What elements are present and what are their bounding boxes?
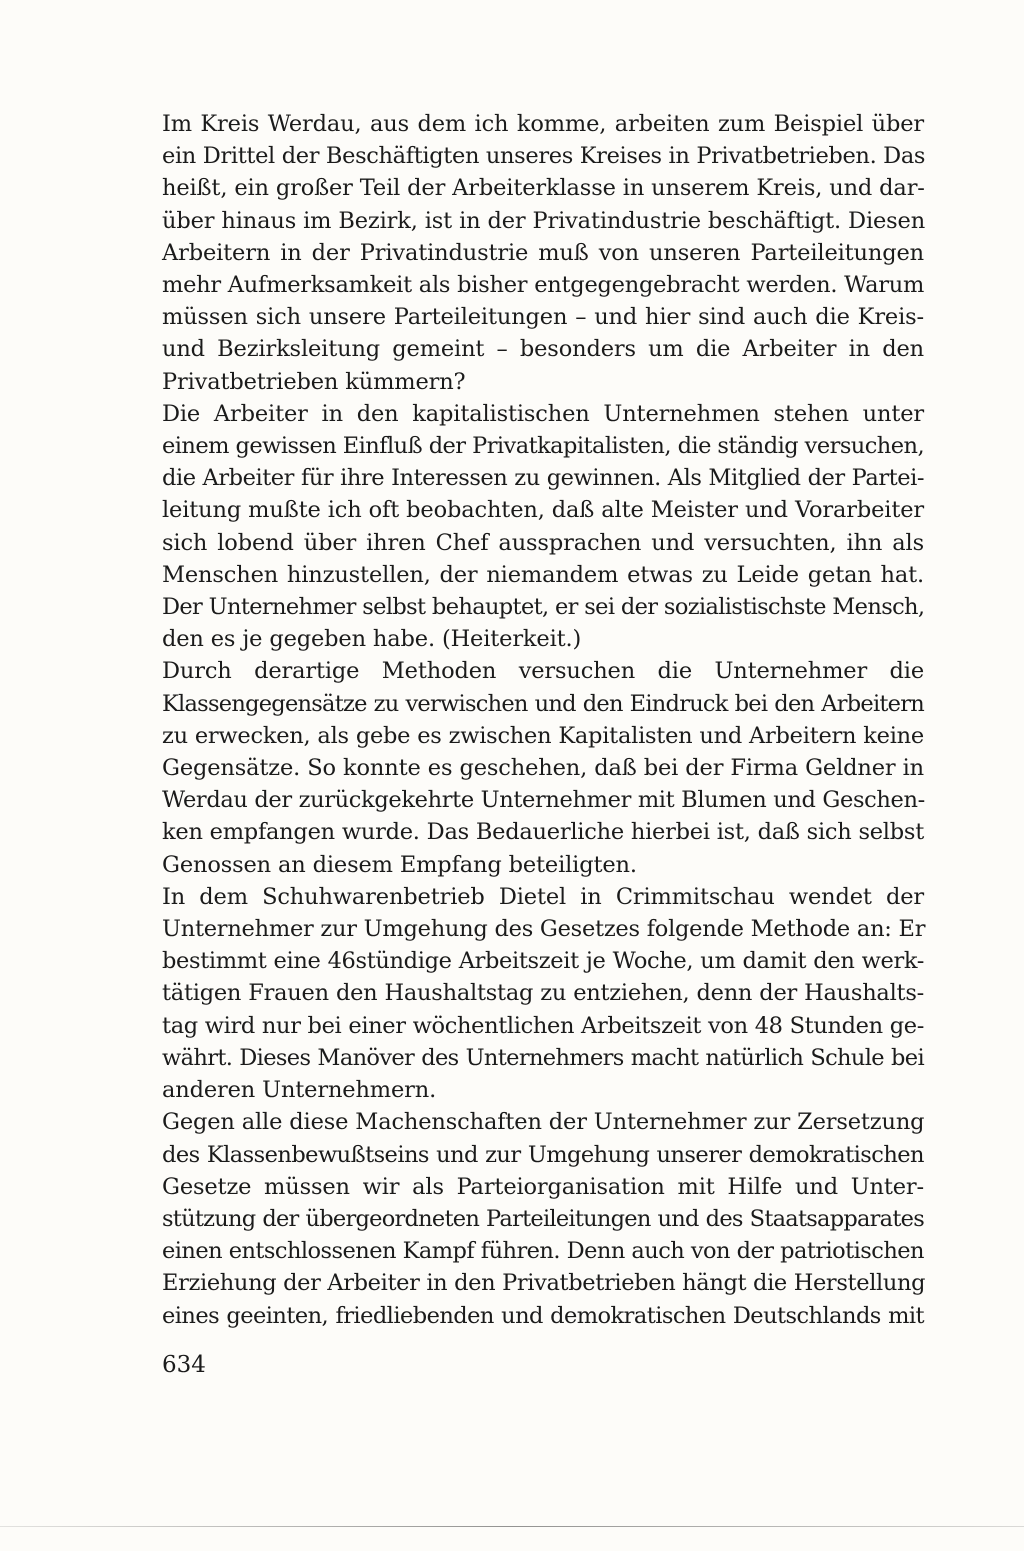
text-line: Die Arbeiter in den kapitalistischen Unternehmen stehen unter: [162, 400, 924, 427]
text-line: Klassengegensätze zu verwischen und den Eindruck bei den Arbeitern: [162, 690, 924, 717]
paragraph-3: [162, 655, 924, 880]
text-line: sich lobend über ihren Chef aussprachen und versuchten, ihn als: [162, 529, 924, 556]
paragraph-5: [162, 1106, 924, 1331]
text-line: Genossen an diesem Empfang beteiligten.: [162, 851, 637, 878]
text-line: ein Drittel der Beschäftigten unseres Kreises in Privatbetrieben. Das: [162, 143, 926, 170]
text-line: anderen Unternehmern.: [162, 1077, 437, 1104]
scan-edge-line: [0, 1526, 1024, 1527]
text-line: In dem Schuhwarenbetrieb Dietel in Crimmitschau wendet der: [162, 883, 924, 910]
text-line: Gegen alle diese Machenschaften der Unternehmer zur Zersetzung: [162, 1109, 925, 1136]
text-line: heißt, ein großer Teil der Arbeiterklasse in unserem Kreis, und dar-: [162, 175, 925, 202]
text-line: mehr Aufmerksamkeit als bisher entgegengebracht werden. Warum: [162, 272, 925, 299]
text-line: Gesetze müssen wir als Parteiorganisation mit Hilfe und Unter-: [162, 1173, 924, 1200]
text-line: leitung mußte ich oft beobachten, daß alte Meister und Vorarbeiter: [162, 497, 924, 524]
text-line: einen entschlossenen Kampf führen. Denn auch von der patriotischen: [162, 1238, 924, 1265]
text-line: tätigen Frauen den Haushaltstag zu entziehen, denn der Haushalts-: [162, 980, 924, 1007]
text-line: bestimmt eine 46stündige Arbeitszeit je Woche, um damit den werk-: [162, 948, 924, 975]
text-line: Menschen hinzustellen, der niemandem etwas zu Leide getan hat.: [162, 561, 924, 588]
paragraph-1: [162, 108, 924, 398]
text-line: zu erwecken, als gebe es zwischen Kapitalisten und Arbeitern keine: [162, 722, 924, 749]
text-line: über hinaus im Bezirk, ist in der Privatindustrie beschäftigt. Diesen: [162, 207, 926, 234]
text-line: des Klassenbewußtseins und zur Umgehung unserer demokratischen: [162, 1141, 924, 1168]
text-line: Unternehmer zur Umgehung des Gesetzes folgende Methode an: Er: [162, 916, 926, 943]
text-line: eines geeinten, friedliebenden und demokratischen Deutschlands mit: [162, 1302, 924, 1329]
paragraph-2: [162, 398, 924, 656]
text-line: währt. Dieses Manöver des Unternehmers macht natürlich Schule bei: [162, 1044, 924, 1071]
text-line: Gegensätze. So konnte es geschehen, daß bei der Firma Geldner in: [162, 755, 924, 782]
text-line: Arbeitern in der Privatindustrie muß von unseren Parteileitungen: [162, 239, 924, 266]
text-line: ken empfangen wurde. Das Bedauerliche hierbei ist, daß sich selbst: [162, 819, 924, 846]
text-line: und Bezirksleitung gemeint – besonders um die Arbeiter in den: [162, 336, 924, 363]
text-line: müssen sich unsere Parteileitungen – und hier sind auch die Kreis-: [162, 304, 924, 331]
text-line: die Arbeiter für ihre Interessen zu gewinnen. Als Mitglied der Partei-: [162, 465, 924, 492]
text-line: tag wird nur bei einer wöchentlichen Arbeitszeit von 48 Stunden ge-: [162, 1012, 924, 1039]
text-line: Im Kreis Werdau, aus dem ich komme, arbeiten zum Beispiel über: [162, 111, 924, 137]
text-line: Privatbetrieben kümmern?: [162, 368, 466, 395]
text-line: Durch derartige Methoden versuchen die Unternehmer die: [162, 658, 924, 685]
text-line: Der Unternehmer selbst behauptet, er sei der sozialistischste Mensch,: [162, 594, 925, 621]
text-line: einem gewissen Einfluß der Privatkapitalisten, die ständig versuchen,: [162, 433, 925, 460]
text-line: Werdau der zurückgekehrte Unternehmer mit Blumen und Geschen-: [162, 787, 925, 814]
text-line: den es je gegeben habe. (Heiterkeit.): [162, 626, 582, 653]
body-text: [162, 108, 924, 1332]
paragraph-4: [162, 881, 924, 1106]
text-line: stützung der übergeordneten Parteileitungen und des Staatsapparates: [162, 1205, 924, 1232]
page-number: 634: [162, 1352, 206, 1378]
text-line: Erziehung der Arbeiter in den Privatbetrieben hängt die Herstellung: [162, 1270, 926, 1297]
